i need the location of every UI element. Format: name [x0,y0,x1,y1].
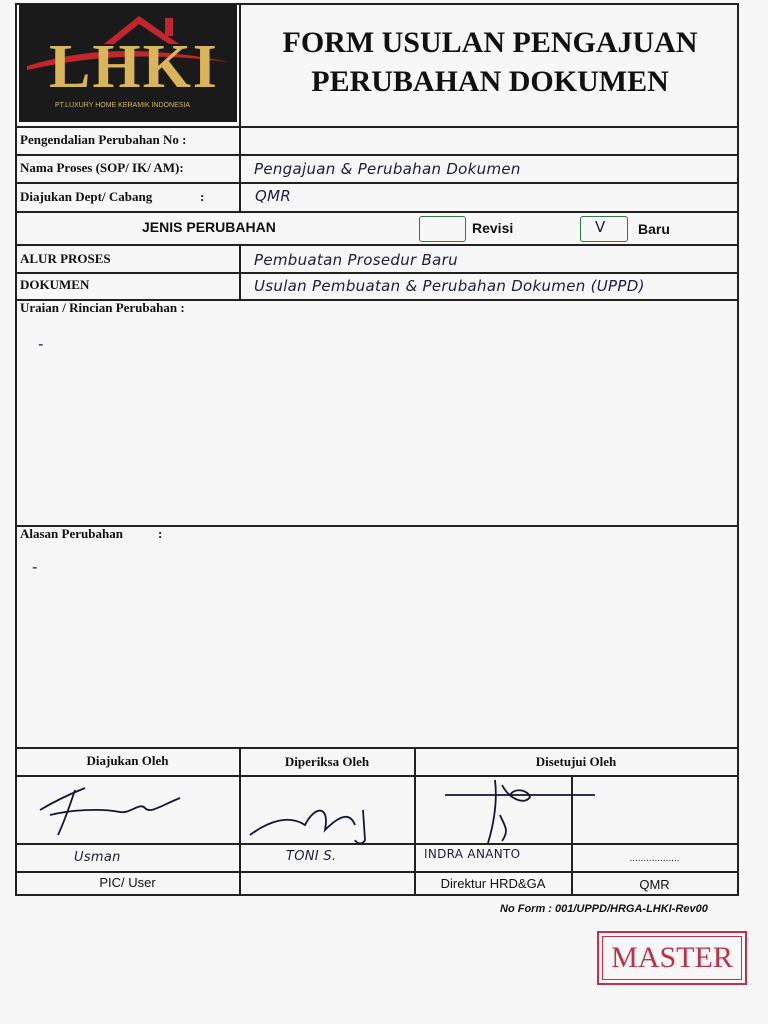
name-pic-user: Usman [74,850,121,865]
hline-10 [15,775,739,777]
revisi-checkbox[interactable] [419,216,466,242]
nama-proses-value[interactable]: Pengajuan & Perubahan Dokumen [254,160,521,178]
logo-text: LHKI [49,33,219,101]
diperiksa-oleh-header: Diperiksa Oleh [284,754,370,769]
uraian-value[interactable]: - [38,335,44,353]
uraian-label: Uraian / Rincian Perubahan : [20,300,185,315]
hline-6 [15,272,739,274]
diajukan-label: Diajukan Dept/ Cabang [20,189,153,204]
disetujui-oleh-header: Disetujui Oleh [535,754,617,769]
name-disetujui: INDRA ANANTO [424,847,521,861]
vline-logo [239,3,241,126]
master-stamp [597,931,747,985]
diajukan-colon: : [200,189,205,204]
role-direktur: Direktur HRD&GA [440,876,546,891]
dokumen-label: DOKUMEN [20,277,90,292]
signature-disetujui [440,775,600,845]
role-qmr: QMR [639,877,670,892]
role-pic-user: PIC/ User [99,875,156,890]
hline-2 [15,154,739,156]
signature-pic-user [30,780,190,840]
form-number: No Form : 001/UPPD/HRGA-LHKI-Rev00 [500,903,708,915]
alur-proses-label: ALUR PROSES [20,251,111,266]
vline-alur [239,244,241,299]
logo-subtext: PT.LUXURY HOME KERAMIK INDONESIA [55,102,191,109]
frame-right [737,3,739,895]
alasan-label: Alasan Perubahan [20,526,123,541]
hline-1 [15,126,739,128]
jenis-perubahan-label: JENIS PERUBAHAN [142,219,276,235]
master-stamp-text: MASTER [611,941,733,974]
baru-checkbox[interactable] [580,216,628,242]
diajukan-value[interactable]: QMR [255,187,292,205]
hline-13 [15,894,739,896]
dokumen-value[interactable]: Usulan Pembuatan & Perubahan Dokumen (UPPD) [254,277,645,295]
signature-diperiksa [245,800,385,845]
hline-4 [15,211,739,213]
form-title-line2: PERUBAHAN DOKUMEN [311,65,669,98]
alur-proses-value[interactable]: Pembuatan Prosedur Baru [254,251,458,269]
hline-5 [15,244,739,246]
form-title-line1: FORM USULAN PENGAJUAN [282,26,698,59]
hline-9 [15,747,739,749]
baru-label: Baru [638,221,670,237]
diajukan-oleh-header: Diajukan Oleh [86,753,169,768]
pengendalian-label: Pengendalian Perubahan No : [20,132,187,147]
name-diperiksa: TONI S. [286,849,337,864]
baru-mark: V [595,218,606,236]
hline-3 [15,182,739,184]
hline-12 [15,871,739,873]
alasan-value[interactable]: - [32,558,38,576]
revisi-label: Revisi [472,220,514,236]
nama-proses-label: Nama Proses (SOP/ IK/ AM): [20,160,184,175]
company-logo [19,4,237,122]
vline-fields [239,126,241,211]
hline-8 [15,525,739,527]
name-qmr: .................. [629,853,680,864]
alasan-colon: : [158,526,163,541]
